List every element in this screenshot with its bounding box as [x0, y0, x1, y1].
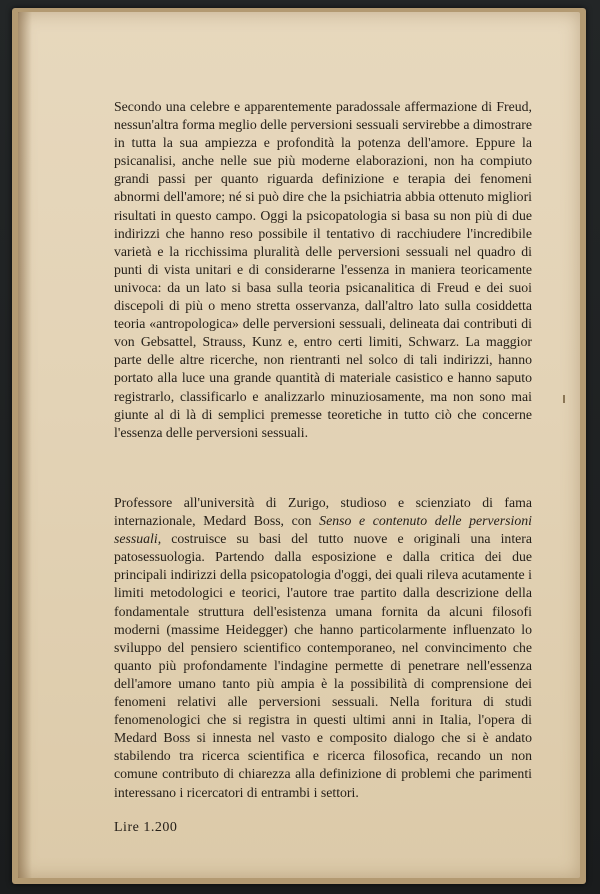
blurb-paragraph-1 — [114, 98, 532, 442]
blurb-text-2-intro: Professore all'università di Zurigo, studioso e scienziato di fama internazionale, Medard Boss, con — [114, 495, 532, 529]
blurb-text-1: Secondo una celebre e apparentemente paradossale affermazione di Freud, nessun'altra forma meglio delle perversioni sessuali servirebbe a dimostrare in tutta la sua ampiezza e profondità la potenza dell'amore. Eppure la psicanalisi, anche nelle sue più moderne elaborazioni, non ha compiuto grandi passi per quanto riguarda definizione e terapia dei fenomeni abnormi dell'amore; né si può dire che la psichiatria abbia ottenuto migliori risultati in questo campo. Oggi la psicopatologia si basa su non più di due indirizzi che hanno reso possibile il tentativo di racchiudere l'incredibile varietà e la ricchissima pluralità delle perversioni sessuali nel quadro di punti di vista unitari e di considerarne l'essenza in maniera teoricamente univoca: da un lato si basa sulla teoria psicanalitica di Freud e dei suoi discepoli di più o meno stretta osservanza, dall'altro lato sulla cosiddetta teoria «antropologica» delle perversioni sessuali, delineata dai contributi di von Gebsattel, Strauss, Kunz e, entro certi limiti, Schwarz. La maggior parte delle altre ricerche, non rientranti nel solco di tali indirizzi, hanno portato alla luce una grande quantità di materiale casistico e hanno saputo registrarlo, classificarlo e analizzarlo minuziosamente, ma non sono mai giunte al di là di semplici premesse teoretiche in tutto ciò che concerne l'essenza delle perversioni sessuali. — [114, 99, 532, 440]
spine-shadow — [18, 12, 32, 878]
blurb-text-2-body: , costruisce su basi del tutto nuove e originali una intera patosessuologia. Partendo dalla esposizione e dalla critica dei due principali indirizzi della psicopatologia d'oggi, dei quali rileva acutamente i limiti metodologici e teorici, l'autore trae partito dalla descrizione della fondamentale struttura dell'esistenza umana fornita da alcuni filosofi moderni (massime Heidegger) che hanno particolarmente influenzato lo sviluppo del pensiero scientifico contemporaneo, nel convincimento che quanto più profondamente l'indagine permette di penetrare nell'essenza dell'amore umano tanto più ampia è la possibilità di comprensione dei fenomeni relativi alle perversioni sessuali. Nella foritura di studi fenomenologici che si registra in questi ultimi anni in Italia, l'opera di Medard Boss si innesta nel vasto e composito dialogo che si è andato stabilendo tra ricerca scientifica e ricerca filosofica, recando un non comune contributo di chiarezza alla definizione di problemi che parimenti interessano i ricercatori di entrambi i settori. — [114, 531, 532, 800]
price-label: Lire 1.200 — [114, 820, 178, 835]
margin-mark — [563, 395, 565, 403]
blurb-text-2 — [114, 494, 532, 802]
blurb-paragraph-2 — [114, 494, 532, 802]
book-title-italic: Senso e contenuto delle perversioni sessuali — [114, 513, 532, 547]
